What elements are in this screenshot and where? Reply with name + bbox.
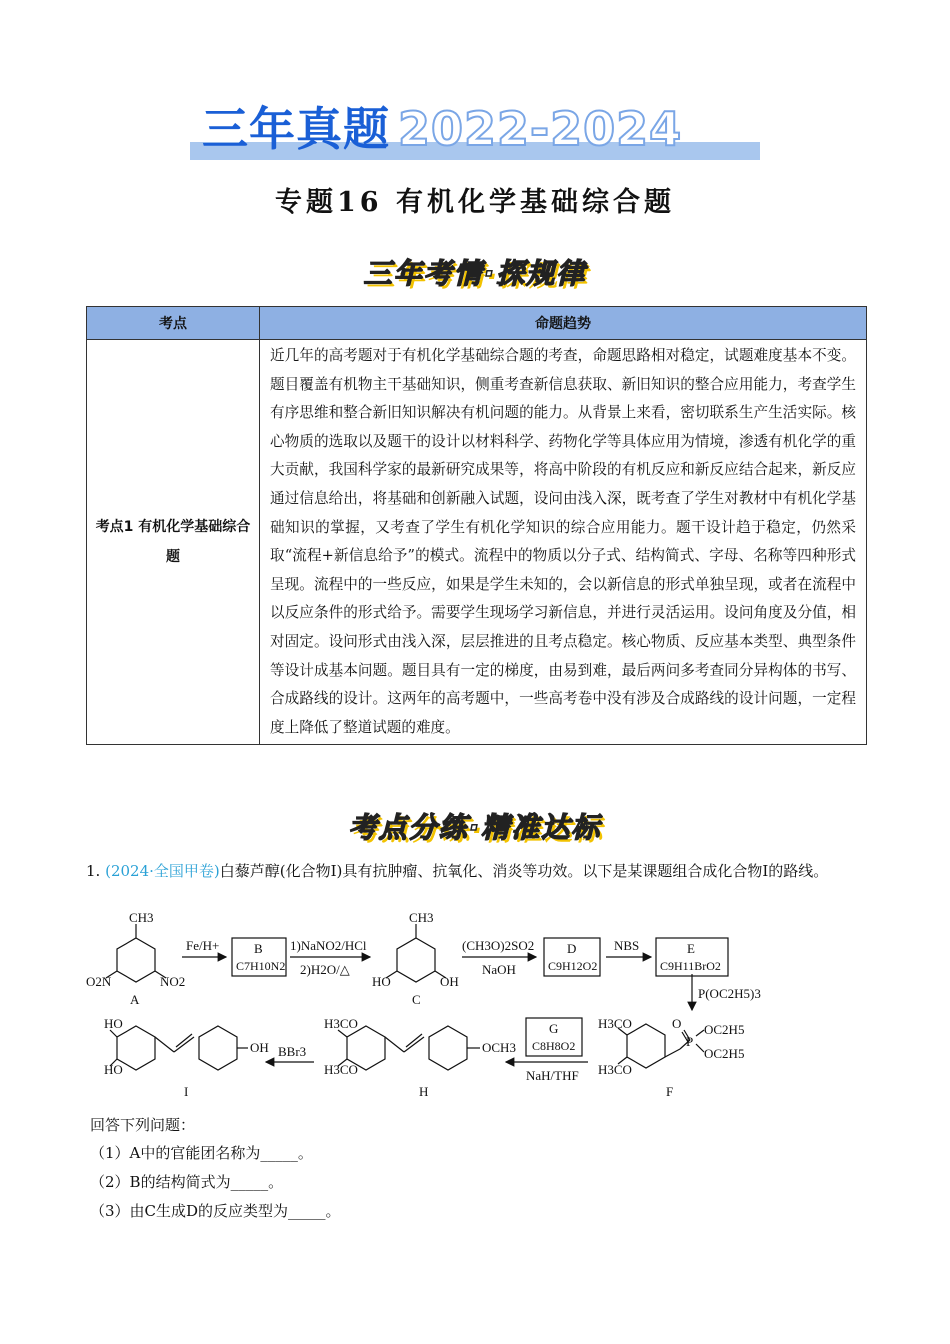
f-h3co-bottom: H3CO — [598, 1062, 632, 1077]
reagent-e-f: P(OC2H5)3 — [698, 986, 761, 1001]
a-no2-label: NO2 — [160, 974, 186, 989]
trend-cell: 近几年的高考题对于有机化学基础综合题的考查，命题思路相对稳定，试题难度基本不变。题目覆盖有机物主干基础知识，侧重考查新信息获取、新旧知识的整合应用能力，考查学生有序思维和整合新旧知识解决有机问题的能力。从背景上来看，密切联系生产生活实际。核心物质的选取以及题干的设计以材料科学、药物化学等具体应用为情境，渗透有机化学的重大贡献，我国科学家的最新研究成果等，将高中阶段的有机反应和新反应结合起来，新反应通过信息给出，将基础和创新融入试题，设问由浅入深，既考查了学生对教材中有机化学基础知识的掌握，又考查了学生有机化学知识的综合应用能力。题干设计趋于稳定，仍然采取“流程+新信息给予”的模式。流程中的物质以分子式、结构简式、字母、名称等四种形式呈现。流程中的一些反应，如果是学生未知的，会以新信息的形式单独呈现，或者在流程中以反应条件的形式给予。需要学生现场学习新信息，并进行灵活运用。设问角度及分值，相对固定。设问形式由浅入深，层层推进的且考点稳定。核心物质、反应基本类型、典型条件等设计成基本问题。题目具有一定的梯度，由易到难，最后两问多考查同分异构体的书写、合成路线的设计。这两年的高考题中，一些高考卷中没有涉及合成路线的设计问题，一定程度上降低了整道试题的难度。 — [260, 340, 867, 745]
f-p-label: P — [686, 1034, 694, 1049]
c-ch3-label: CH3 — [409, 912, 434, 925]
header-trend: 命题趋势 — [260, 307, 867, 340]
label-i: I — [184, 1084, 189, 1099]
box-b-formula: C7H10N2 — [236, 959, 286, 973]
title-banner-text — [202, 98, 682, 160]
question-source: (2024·全国甲卷) — [105, 862, 220, 880]
h-h3co-top: H3CO — [324, 1016, 358, 1031]
compound-h-structure — [338, 1026, 480, 1070]
c-oh-label: OH — [440, 974, 459, 989]
box-b-letter: B — [254, 941, 263, 956]
section1-title: 三年考情·探规律 — [363, 257, 587, 290]
reagent-a-b: Fe/H+ — [186, 938, 220, 953]
box-e-letter: E — [687, 941, 695, 956]
header-kaodian: 考点 — [87, 307, 260, 340]
label-a: A — [130, 992, 140, 1007]
trend-table-header-row — [87, 307, 867, 340]
banner-cn: 三年真题 — [202, 102, 390, 156]
subquestion-2: （2）B的结构简式为_____。 — [90, 1173, 284, 1191]
f-oc2h5-top: OC2H5 — [704, 1022, 745, 1037]
box-e-formula: C9H11BrO2 — [660, 959, 721, 973]
reagent-b-c-1: 1)NaNO2/HCl — [290, 938, 367, 953]
c-ho-label: HO — [372, 974, 391, 989]
f-oc2h5-bottom: OC2H5 — [704, 1046, 745, 1061]
synthesis-scheme — [86, 912, 866, 1112]
reagent-d-e: NBS — [614, 938, 640, 953]
a-o2n-label: O2N — [86, 974, 112, 989]
reagent-h-i: BBr3 — [278, 1044, 307, 1059]
label-f: F — [666, 1084, 674, 1099]
box-d-formula: C9H12O2 — [548, 959, 598, 973]
f-o-label: O — [672, 1016, 682, 1031]
f-h3co-top: H3CO — [598, 1016, 632, 1031]
compound-c-structure — [386, 924, 446, 982]
box-g-letter: G — [549, 1021, 559, 1036]
question-intro — [86, 857, 866, 886]
reagent-c-d-1: (CH3O)2SO2 — [462, 938, 535, 953]
subquestion-1: （1）A中的官能团名称为_____。 — [90, 1144, 313, 1162]
h-h3co-bottom: H3CO — [324, 1062, 358, 1077]
topic-title: 专题16 有机化学基础综合题 — [275, 187, 675, 218]
box-d-letter: D — [567, 941, 577, 956]
h-och3-label: OCH3 — [482, 1040, 516, 1055]
section2-title: 考点分练·精准达标 — [348, 811, 602, 844]
i-oh-label: OH — [250, 1040, 269, 1055]
banner-years: 2022-2024 — [398, 102, 683, 156]
reagent-c-d-2: NaOH — [482, 962, 516, 977]
trend-table — [86, 306, 867, 745]
compound-a-structure — [106, 924, 166, 982]
label-c: C — [412, 992, 421, 1007]
a-ch3-label: CH3 — [129, 912, 154, 925]
label-h: H — [419, 1084, 429, 1099]
kaodian-cell: 考点1 有机化学基础综合题 — [87, 340, 260, 745]
reagent-b-c-2: 2)H2O/△ — [300, 962, 350, 977]
question-number: 1. — [86, 862, 101, 880]
reagent-f-h: NaH/THF — [526, 1068, 579, 1083]
subquestion-3: （3）由C生成D的反应类型为_____。 — [90, 1202, 341, 1220]
question-stem: 白藜芦醇(化合物I)具有抗肿瘤、抗氧化、消炎等功效。以下是某课题组合成化合物I的路线。 — [219, 862, 829, 880]
title-banner — [190, 98, 760, 164]
box-g-formula: C8H8O2 — [532, 1039, 576, 1053]
i-ho-top: HO — [104, 1016, 123, 1031]
answer-prompt: 回答下列问题： — [90, 1116, 196, 1134]
compound-i-structure — [110, 1026, 248, 1070]
i-ho-bottom: HO — [104, 1062, 123, 1077]
trend-table-row — [87, 340, 867, 745]
